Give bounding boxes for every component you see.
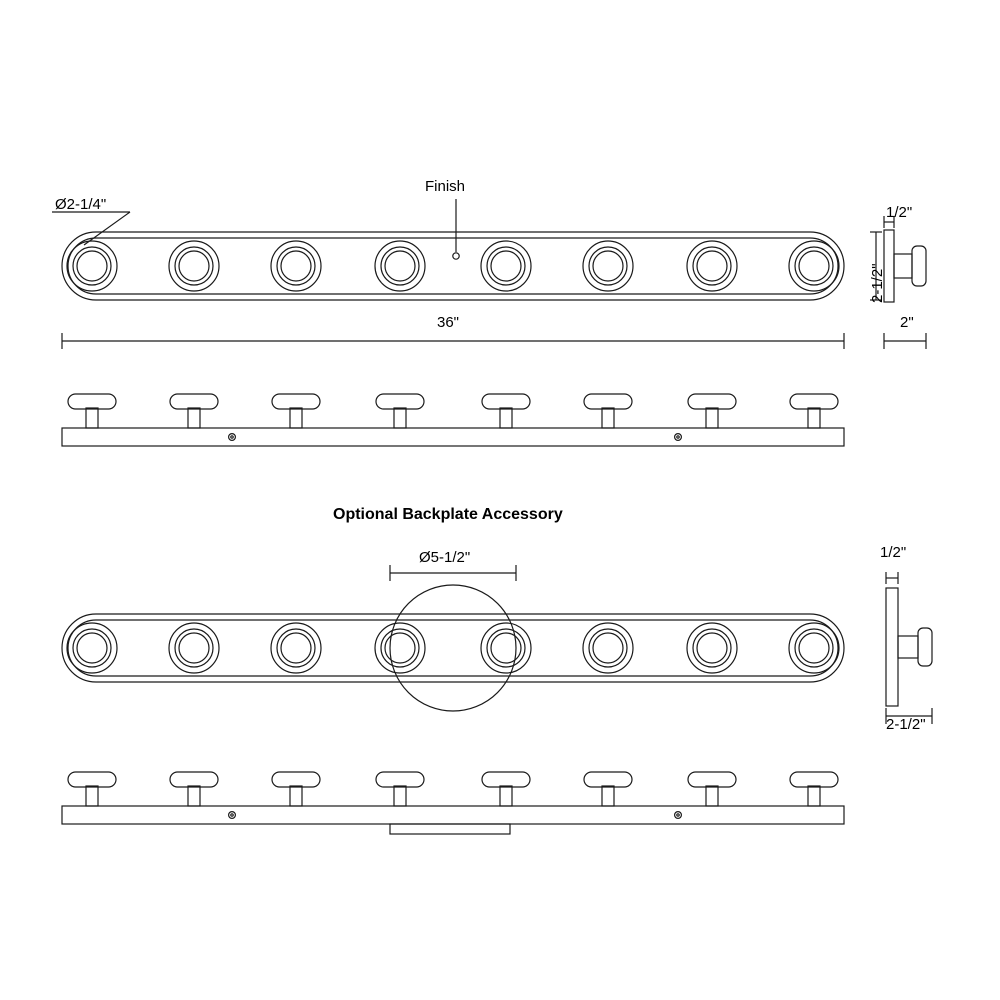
- plate-depth-top-label: 2": [900, 314, 914, 331]
- backplate-diameter-label: Ø5-1/2": [419, 549, 471, 566]
- top-view-socket-group: [68, 394, 838, 428]
- finish-leader: [453, 199, 459, 259]
- overall-length-label: 36": [437, 314, 460, 331]
- length-dimension: [62, 333, 844, 349]
- top-view-backplate: [62, 772, 844, 834]
- light-socket-group: [67, 241, 839, 291]
- backplate-thickness-dimension: [886, 572, 898, 584]
- section-heading: Optional Backplate Accessory: [333, 506, 563, 523]
- backplate-thickness-label: 1/2": [880, 544, 907, 561]
- overall-height-label: 2-1/2": [869, 263, 886, 303]
- top-view-socket-group-backplate: [68, 772, 838, 806]
- socket-diameter-leader: [52, 212, 130, 245]
- backplate-depth-label: 2-1/2": [886, 716, 926, 733]
- finish-label: Finish: [425, 178, 466, 195]
- socket-diameter-label: Ø2-1/4": [55, 196, 107, 213]
- front-view-backplate: [62, 565, 844, 711]
- top-view-standard: [62, 394, 844, 446]
- side-view-backplate: [886, 572, 932, 724]
- backplate-diameter-dimension: [390, 565, 516, 581]
- plate-thickness-top-label: 1/2": [886, 204, 913, 221]
- plate-depth-dimension-top: [884, 333, 926, 349]
- light-socket-group-backplate: [67, 623, 839, 673]
- front-view-standard: [52, 199, 882, 349]
